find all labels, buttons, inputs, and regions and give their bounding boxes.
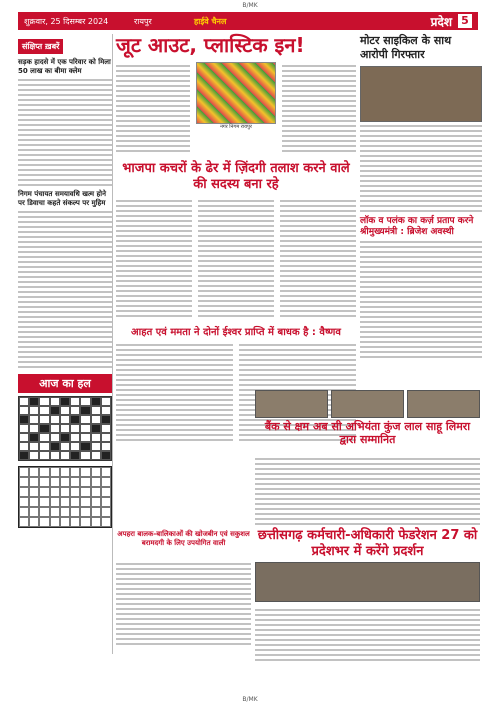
crossword-title: आज का हल xyxy=(18,374,112,393)
ceremony-photo xyxy=(331,390,404,418)
right-headline-2: लॉक व पलंक का कर्ज़ प्रताप करने श्रीमुख्यमंत्री : ब्रिजेश अवस्थी xyxy=(360,215,474,237)
arrest-photo xyxy=(360,66,482,122)
right-column xyxy=(360,34,482,361)
article-text xyxy=(116,197,192,320)
story-headline-1: भाजपा कचरों के ढेर में ज़िंदगी तलाश करने वाले की सदस्य बना रहे xyxy=(122,161,350,193)
photo-caption: नगर निगम रायपुर xyxy=(220,124,252,130)
article-text xyxy=(255,455,480,528)
article-text xyxy=(116,560,251,648)
masthead-city: रायपुर xyxy=(134,16,152,26)
article-text xyxy=(198,197,274,320)
article-text xyxy=(18,211,112,368)
masthead-brand: हाईवे चैनल xyxy=(194,16,227,26)
ceremony-photos xyxy=(255,390,480,418)
page-number: 5 xyxy=(458,14,472,28)
article-text xyxy=(282,65,356,152)
article-text xyxy=(360,241,482,358)
bottom-right-headline: छत्तीसगढ़ कर्मचारी-अधिकारी फेडरेशन 27 को प्रदेशभर में करेंगे प्रदर्शन xyxy=(257,528,478,559)
brief-news-tag: संक्षिप्त ख़बरें xyxy=(18,39,63,54)
article-text xyxy=(116,341,233,444)
brief-headline-1: सड़क हादसे में एक परिवार को मिला 50 लाख का बीमा क्लेम xyxy=(18,58,111,76)
federation-photo xyxy=(255,562,480,602)
section-title: प्रदेश xyxy=(430,14,452,29)
article-text xyxy=(255,606,480,664)
sudoku-grid xyxy=(18,466,112,528)
article-text xyxy=(360,125,482,212)
ceremony-photo xyxy=(255,390,328,418)
main-stories xyxy=(116,34,356,444)
hero-headline: जूट आउट, प्लास्टिक इन! xyxy=(116,33,305,57)
brief-headline-2: निगम पंचायत समयावधि खत्म होने पर डिवाचा कहते संकल्प पर मुहिम xyxy=(18,190,106,208)
story-headline-2: आहत एवं ममता ने दोनों ईश्वर प्राप्ति में बाधक है : वैष्णव xyxy=(131,326,341,338)
article-text xyxy=(18,79,112,186)
plastic-bags-photo xyxy=(196,62,276,124)
banner-headline: बैंक से क्षम अब सी अभियंता कुंज लाल साहू लिमरा द्वारा सम्मानित xyxy=(264,420,471,447)
right-headline-1: मोटर साइकिल के साथ आरोपी गिरफ्तार xyxy=(360,34,452,61)
top-mark: B/MK xyxy=(242,2,258,9)
article-text xyxy=(280,197,356,320)
article-text xyxy=(116,65,190,152)
masthead xyxy=(18,12,478,30)
left-column xyxy=(18,34,113,654)
bottom-left-headline: अपहरा बालक-बालिकाओं की खोजबीन एवं सकुशल बरामदगी के लिए उपयोगित वाली xyxy=(117,530,250,548)
footer-mark: B/MK xyxy=(242,696,258,703)
masthead-date: शुक्रवार, 25 दिसम्बर 2024 xyxy=(24,16,109,26)
crossword-grid xyxy=(18,396,112,461)
ceremony-photo xyxy=(407,390,480,418)
